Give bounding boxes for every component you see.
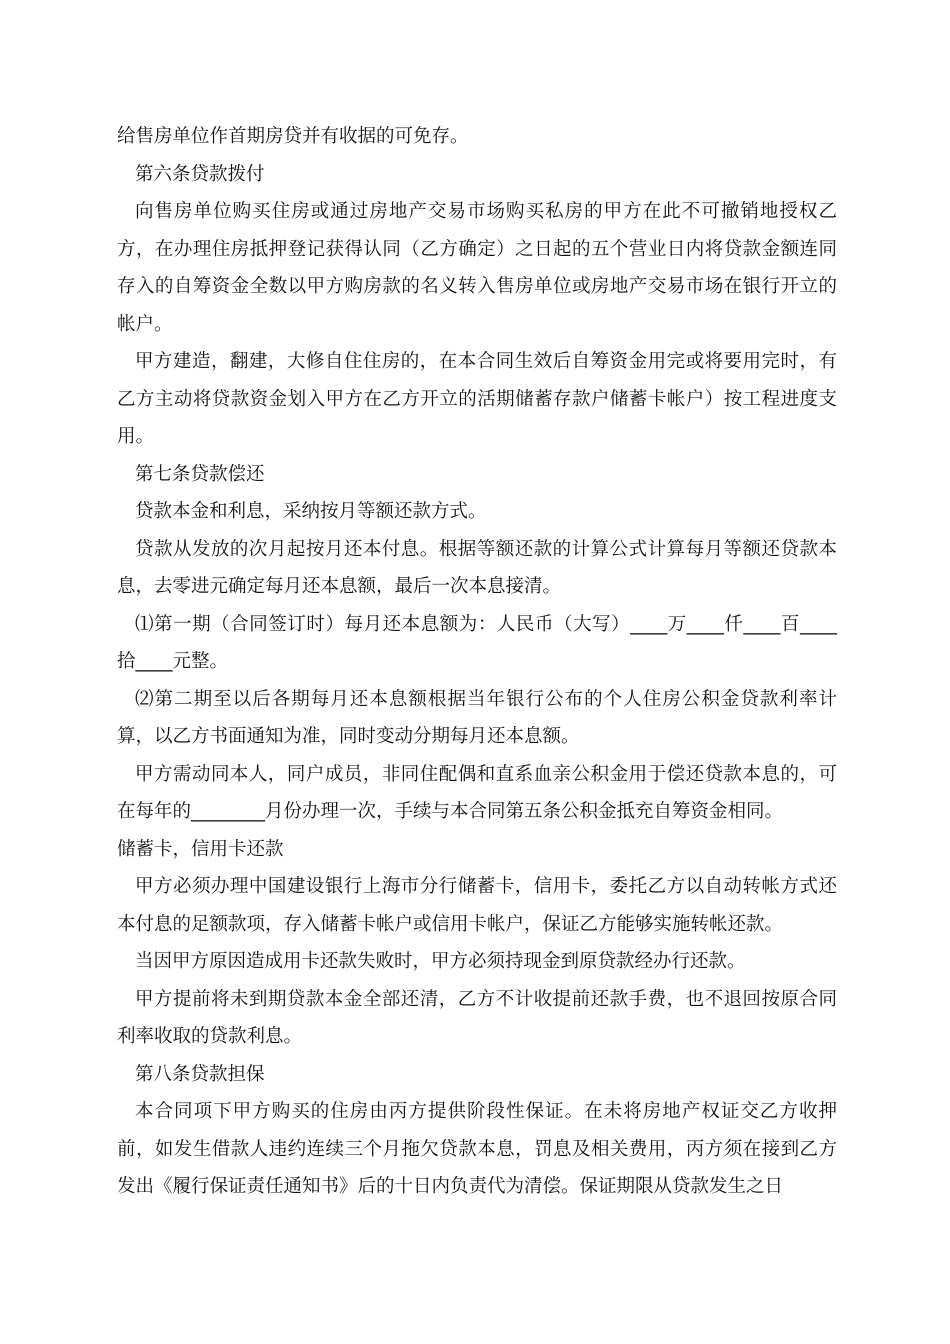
section-heading-article-8: 第八条贷款担保	[135, 1063, 265, 1085]
paragraph-continuation: 给售房单位作首期房贷并有收据的可免存。	[117, 126, 469, 147]
paragraph-loan-guarantee: 本合同项下甲方购买的住房由丙方提供阶段性保证。在未将房地产权证交乙方收押前，如发生借款人违约连续三个月拖欠贷款本息，罚息及相关费用，丙方须在接到乙方发出《履行保证责任通知书》后的十日内负责代为清偿。保证期限从贷款发生之日	[117, 1101, 837, 1197]
paragraph-loan-disbursement-construction: 甲方建造，翻建，大修自住住房的，在本合同生效后自筹资金用完或将要用完时，有乙方主动将贷款资金划入甲方在乙方开立的活期储蓄存款户储蓄卡帐户）按工程进度支用。	[117, 351, 837, 447]
paragraph-provident-fund-use: 甲方需动同本人，同户成员，非同住配偶和直系血亲公积金用于偿还贷款本息的，可在每年的________月份办理一次，手续与本合同第五条公积金抵充自筹资金相同。	[117, 763, 837, 822]
paragraph-first-period-amount: ⑴第一期（合同签订时）每月还本息额为：人民币（大写）____万____仟____百____拾____元整。	[117, 613, 837, 672]
document-body	[117, 118, 837, 1206]
section-heading-article-6: 第六条贷款拨付	[135, 163, 265, 185]
subheading-card-repayment: 储蓄卡，信用卡还款	[117, 838, 284, 860]
paragraph-loan-disbursement-purchase: 向售房单位购买住房或通过房地产交易市场购买私房的甲方在此不可撤销地授权乙方，在办理住房抵押登记获得认同（乙方确定）之日起的五个营业日内将贷款金额连同存入的自筹资金全数以甲方购房款的名义转入售房单位或房地产交易市场在银行开立的帐户。	[117, 201, 837, 335]
paragraph-card-failure: 当因甲方原因造成用卡还款失败时，甲方必须持现金到原贷款经办行还款。	[135, 951, 746, 972]
paragraph-early-repayment: 甲方提前将未到期贷款本金全部还清，乙方不计收提前还款手费，也不退回按原合同利率收取的贷款利息。	[117, 988, 837, 1047]
paragraph-second-period-amount: ⑵第二期至以后各期每月还本息额根据当年银行公布的个人住房公积金贷款利率计算，以乙方书面通知为准，同时变动分期每月还本息额。	[117, 688, 837, 747]
paragraph-repayment-schedule: 贷款从发放的次月起按月还本付息。根据等额还款的计算公式计算每月等额还贷款本息，去零进元确定每月还本息额，最后一次本息接清。	[117, 538, 837, 597]
section-heading-article-7: 第七条贷款偿还	[135, 463, 265, 485]
paragraph-card-requirement: 甲方必须办理中国建设银行上海市分行储蓄卡，信用卡，委托乙方以自动转帐方式还本付息的足额款项，存入储蓄卡帐户或信用卡帐户，保证乙方能够实施转帐还款。	[117, 876, 837, 935]
paragraph-repayment-method: 贷款本金和利息，采纳按月等额还款方式。	[135, 501, 487, 522]
